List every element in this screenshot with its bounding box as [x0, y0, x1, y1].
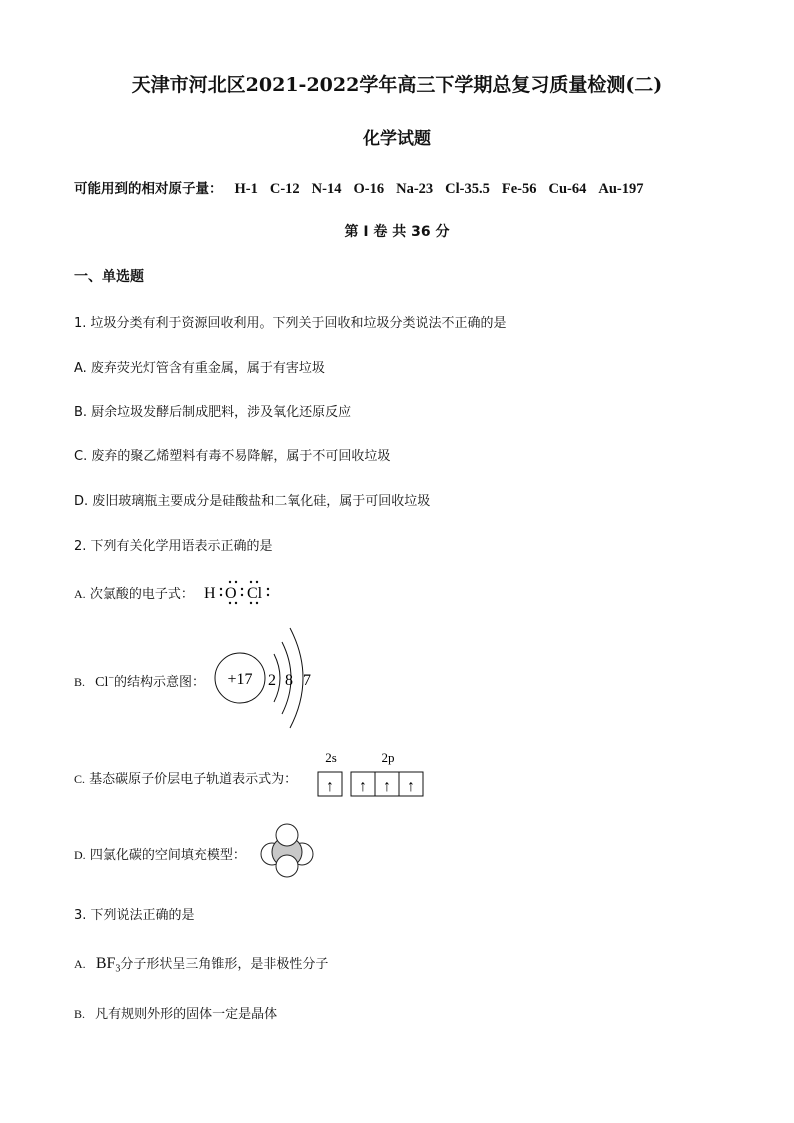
- question-1-option-d: D. 废旧玻璃瓶主要成分是硅酸盐和二氧化硅，属于可回收垃圾: [74, 494, 431, 509]
- formula-o: O: [225, 585, 237, 602]
- exam-subtitle: 化学试题: [363, 129, 431, 149]
- electron-arrow: ↑: [407, 778, 415, 795]
- bf3-formula: BF: [95, 955, 116, 972]
- electron-arrow: ↑: [359, 778, 367, 795]
- atomic-mass-item: Fe-56: [501, 181, 537, 197]
- atomic-masses-line: [74, 177, 644, 198]
- option-prefix: C.: [74, 772, 86, 786]
- option-prefix: D.: [74, 848, 86, 862]
- carbon-orbital-diagram: [314, 748, 430, 800]
- shell-electrons: 7: [303, 672, 311, 689]
- option-text: 基态碳原子价层电子轨道表示式为：: [89, 772, 298, 787]
- question-3-stem: 3. 下列说法正确的是: [74, 908, 195, 923]
- option-text: 四氯化碳的空间填充模型：: [89, 848, 246, 863]
- question-3-option-a: [74, 953, 328, 975]
- question-2-option-b: [74, 671, 205, 691]
- option-prefix: A.: [74, 587, 86, 601]
- atomic-mass-item: N-14: [311, 181, 342, 197]
- option-text: 的结构示意图：: [114, 675, 206, 690]
- ccl4-space-filling-model: [258, 822, 318, 880]
- electron-arrow: ↑: [383, 778, 391, 795]
- hypochlorous-electron-formula: [202, 578, 274, 608]
- option-prefix: A.: [74, 957, 86, 971]
- question-2-option-a: [74, 583, 194, 602]
- question-1-option-b: B. 厨余垃圾发酵后制成肥料，涉及氧化还原反应: [74, 405, 352, 420]
- atomic-mass-item: C-12: [269, 181, 300, 197]
- atomic-mass-item: H-1: [234, 181, 258, 197]
- atomic-mass-item: Au-197: [598, 181, 644, 197]
- option-text: 分子形状呈三角锥形，是非极性分子: [120, 957, 329, 972]
- atomic-mass-item: O-16: [353, 181, 385, 197]
- atomic-mass-item: Na-23: [396, 181, 434, 197]
- option-prefix: B.: [74, 1007, 86, 1021]
- formula-cl: Cl: [247, 585, 263, 602]
- question-1-option-c: C. 废弃的聚乙烯塑料有毒不易降解，属于不可回收垃圾: [74, 449, 391, 464]
- option-text: 凡有规则外形的固体一定是晶体: [95, 1007, 278, 1022]
- exam-title: 天津市河北区2021-2022学年高三下学期总复习质量检测(二): [131, 74, 663, 96]
- question-1-stem: 1. 垃圾分类有利于资源回收利用。下列关于回收和垃圾分类说法不正确的是: [74, 316, 507, 331]
- chloride-ion-symbol: Cl: [95, 675, 109, 690]
- formula-h: H: [204, 585, 216, 602]
- shell-electrons: 2: [268, 672, 276, 689]
- chloride-structure-diagram: [208, 622, 328, 730]
- bf3-subscript: 3: [115, 963, 121, 975]
- question-2-option-d: [74, 844, 246, 863]
- atomic-mass-item: Cu-64: [548, 181, 587, 197]
- shell-electrons: 8: [285, 672, 293, 689]
- part-heading: 第 I 卷 共 36 分: [344, 224, 450, 240]
- electron-arrow: ↑: [326, 778, 334, 795]
- orbital-label-2s: 2s: [325, 750, 337, 765]
- chloride-ion-charge: −: [108, 672, 115, 684]
- question-1-option-a: A. 废弃荧光灯管含有重金属，属于有害垃圾: [74, 361, 325, 376]
- option-prefix: B.: [74, 675, 86, 689]
- nucleus-charge: +17: [227, 671, 253, 688]
- option-text: 次氯酸的电子式：: [89, 587, 194, 602]
- chlorine-atom: [276, 824, 298, 846]
- atomic-masses-label: 可能用到的相对原子量：: [74, 181, 223, 197]
- orbital-label-2p: 2p: [381, 750, 395, 765]
- question-3-option-b: [74, 1003, 277, 1022]
- chlorine-atom: [276, 855, 298, 877]
- section-heading: 一、单选题: [74, 269, 144, 285]
- question-2-stem: 2. 下列有关化学用语表示正确的是: [74, 539, 273, 554]
- atomic-mass-item: Cl-35.5: [445, 181, 490, 197]
- question-2-option-c: [74, 768, 297, 787]
